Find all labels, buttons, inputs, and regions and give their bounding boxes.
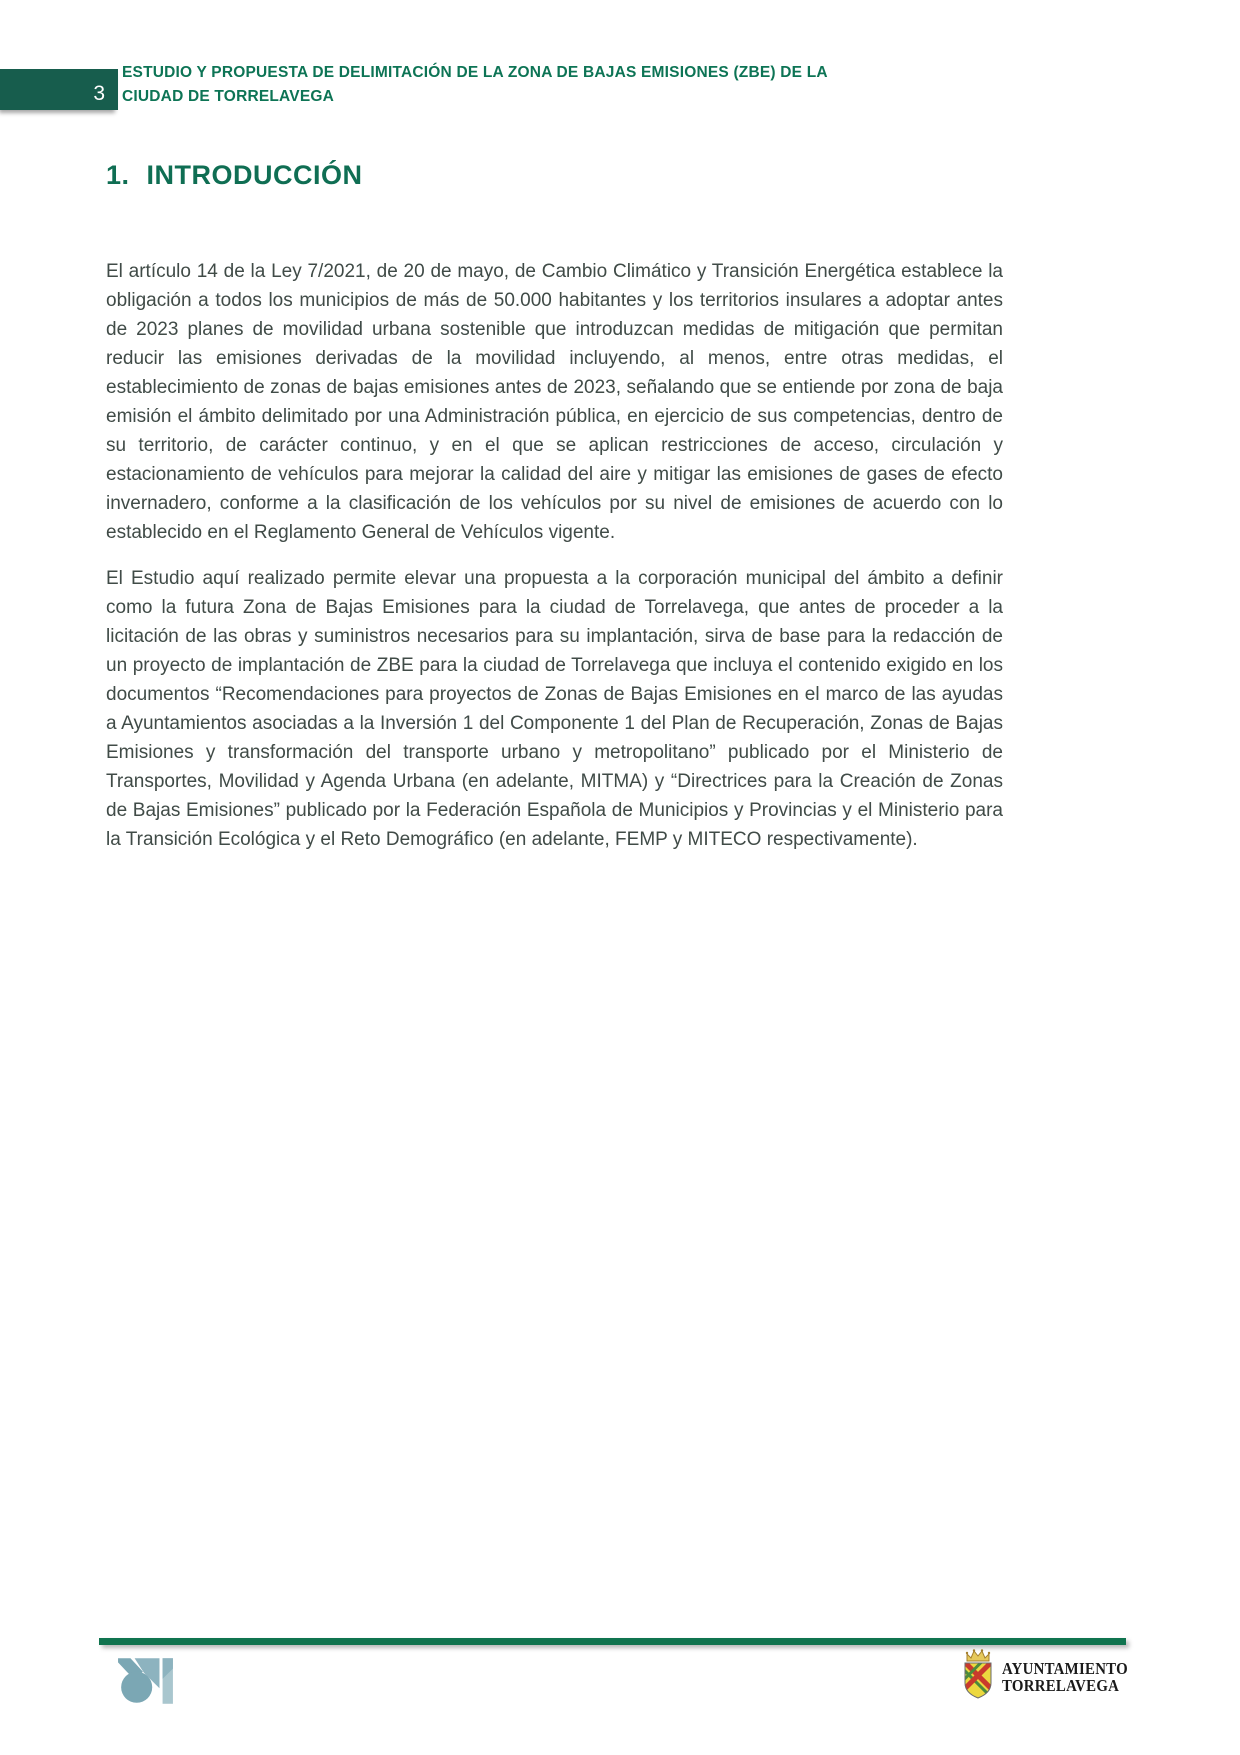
section-number: 1. <box>106 160 130 190</box>
body-content <box>106 257 1003 871</box>
footer-left-logo <box>117 1657 175 1705</box>
header-title-line2: CIUDAD DE TORRELAVEGA <box>122 87 335 105</box>
document-header-title <box>122 61 862 108</box>
page-number: 3 <box>93 82 105 105</box>
section-heading <box>106 160 363 191</box>
org-name <box>1002 1648 1128 1694</box>
ayuntamiento-logo <box>962 1648 1142 1700</box>
org-name-line1: AYUNTAMIENTO <box>1002 1659 1128 1678</box>
paragraph-2: El Estudio aquí realizado permite elevar una propuesta a la corporación municipal del ámbito a definir como la futura Zona de Bajas Emisiones para la ciudad de Torrelavega, que antes de proceder a la licitación de las obras y suministros necesarios para su implantación, sirva de base para la redacción de un proyecto de implantación de ZBE para la ciudad de Torrelavega que incluya el contenido exigido en los documentos “Recomendaciones para proyectos de Zonas de Bajas Emisiones en el marco de las ayudas a Ayuntamientos asociadas a la Inversión 1 del Componente 1 del Plan de Recuperación, Zonas de Bajas Emisiones y transformación del transporte urbano y metropolitano” publicado por el Ministerio de Transportes, Movilidad y Agenda Urbana (en adelante, MITMA) y “Directrices para la Creación de Zonas de Bajas Emisiones” publicado por la Federación Española de Municipios y Provincias y el Ministerio para la Transición Ecológica y el Reto Demográfico (en adelante, FEMP y MITECO respectivamente). <box>106 568 1003 850</box>
section-title: INTRODUCCIÓN <box>146 160 363 190</box>
torrelavega-crest-icon <box>962 1648 996 1700</box>
abstract-m-logo-icon <box>117 1657 175 1705</box>
org-name-line2: TORRELAVEGA <box>1002 1675 1120 1695</box>
footer-rule <box>99 1638 1126 1645</box>
header-title-line1: ESTUDIO Y PROPUESTA DE DELIMITACIÓN DE LA ZONA DE BAJAS EMISIONES (ZBE) DE LA <box>122 64 828 81</box>
page-number-box <box>0 69 118 110</box>
paragraph-1: El artículo 14 de la Ley 7/2021, de 20 de mayo, de Cambio Climático y Transición Energética establece la obligación a todos los municipios de más de 50.000 habitantes y los territorios insulares a adoptar antes de 2023 planes de movilidad urbana sostenible que introduzcan medidas de mitigación que permitan reducir las emisiones derivadas de la movilidad incluyendo, al menos, entre otras medidas, el establecimiento de zonas de bajas emisiones antes de 2023, señalando que se entiende por zona de baja emisión el ámbito delimitado por una Administración pública, en ejercicio de sus competencias, dentro de su territorio, de carácter continuo, y en el que se aplican restricciones de acceso, circulación y estacionamiento de vehículos para mejorar la calidad del aire y mitigar las emisiones de gases de efecto invernadero, conforme a la clasificación de los vehículos por su nivel de emisiones de acuerdo con lo establecido en el Reglamento General de Vehículos vigente. <box>106 261 1003 543</box>
